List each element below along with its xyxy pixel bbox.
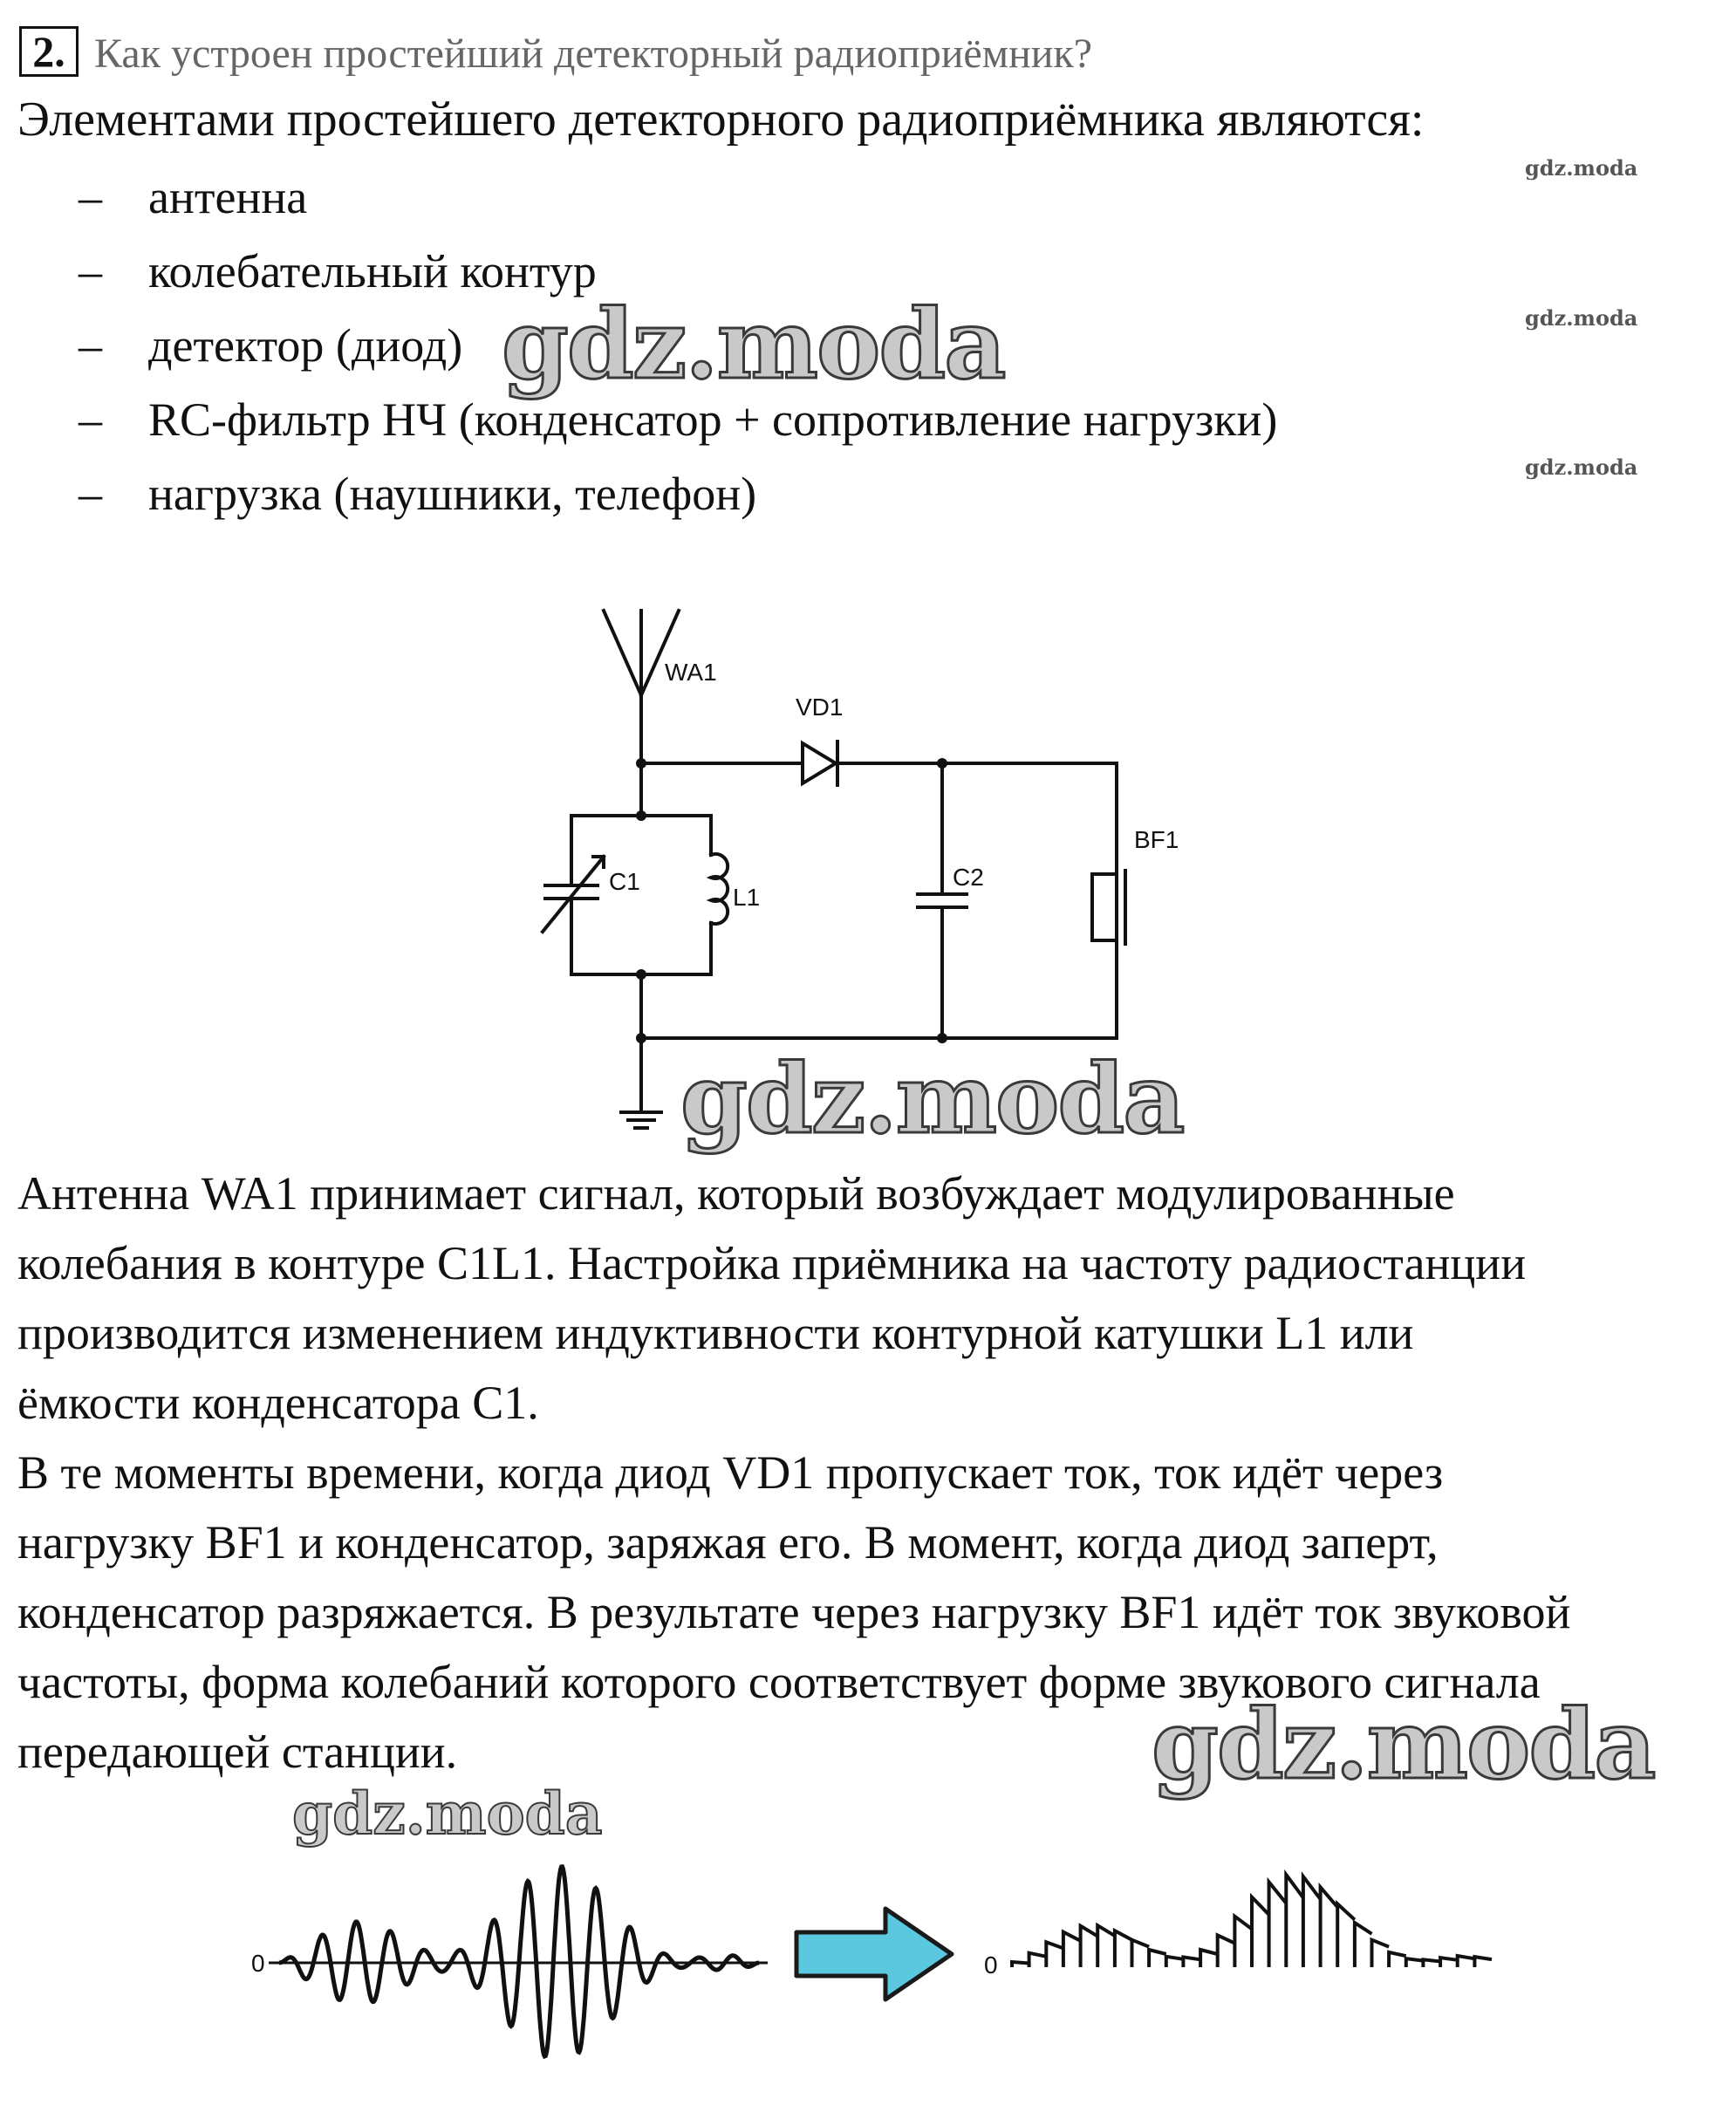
zero-label: 0	[251, 1950, 265, 1977]
headphone-symbol	[1092, 874, 1117, 940]
label-c1: C1	[609, 868, 640, 895]
paragraph-line: Антенна WA1 принимает сигнал, который возбуждает модулированные	[17, 1167, 1455, 1220]
question-text: Как устроен простейший детекторный радиоприёмник?	[94, 31, 1093, 77]
junction	[937, 758, 947, 769]
watermark-large: gdz.moda	[502, 288, 1005, 400]
watermark-medium: gdz.moda	[292, 1780, 603, 1848]
arrow-right-icon	[789, 1902, 960, 2006]
paragraph-line: В те моменты времени, когда диод VD1 пропускает ток, ток идёт через	[17, 1446, 1444, 1499]
list-marker: –	[79, 245, 102, 297]
antenna-symbol	[604, 611, 641, 695]
list-item-text: нагрузка (наушники, телефон)	[148, 468, 757, 520]
watermark-large: gdz.moda	[680, 1042, 1184, 1155]
question-number: 2.	[19, 26, 79, 77]
list-marker: –	[79, 393, 102, 446]
watermark-small: gdz.moda	[1525, 454, 1638, 480]
paragraph-line: передающей станции.	[17, 1726, 458, 1778]
junction	[636, 758, 646, 769]
junction	[636, 969, 646, 980]
watermark-large: gdz.moda	[1152, 1688, 1655, 1801]
list-item-text: антенна	[148, 171, 308, 223]
label-bf1: BF1	[1134, 826, 1179, 853]
zero-label: 0	[984, 1951, 998, 1979]
am-signal	[279, 1867, 759, 2056]
modulated-waveform	[244, 1841, 785, 2085]
watermark-small: gdz.moda	[1525, 155, 1638, 181]
label-wa1: WA1	[665, 659, 717, 686]
list-marker: –	[79, 319, 102, 372]
detected-waveform	[960, 1841, 1518, 2059]
paragraph-line: производится изменением индуктивности контурной катушки L1 или	[17, 1307, 1414, 1359]
list-marker: –	[79, 468, 102, 520]
paragraph-line: нагрузку BF1 и конденсатор, заряжая его. В момент, когда диод заперт,	[17, 1516, 1439, 1568]
paragraph-line: конденсатор разряжается. В результате через нагрузку BF1 идёт ток звуковой	[17, 1586, 1571, 1638]
label-vd1: VD1	[796, 694, 844, 721]
paragraph-line: ёмкости конденсатора C1.	[17, 1377, 539, 1429]
diode-symbol	[803, 743, 836, 783]
list-item-text: детектор (диод)	[148, 319, 463, 372]
watermark-small: gdz.moda	[1525, 305, 1638, 331]
label-l1: L1	[733, 884, 761, 911]
detected-signal	[1012, 1875, 1492, 1967]
intro-text: Элементами простейшего детекторного радиоприёмника являются:	[17, 92, 1425, 147]
paragraph-line: частоты, форма колебаний которого соответствует форме звукового сигнала	[17, 1656, 1541, 1708]
junction	[636, 810, 646, 821]
list-item-text: колебательный контур	[148, 245, 597, 297]
paragraph-line: колебания в контуре C1L1. Настройка приёмника на частоту радиостанции	[17, 1237, 1527, 1289]
junction	[636, 1033, 646, 1043]
list-item-text: RC-фильтр НЧ (конденсатор + сопротивление нагрузки)	[148, 393, 1278, 446]
list-marker: –	[79, 171, 102, 223]
inductor-symbol	[711, 854, 728, 924]
label-c2: C2	[953, 864, 984, 891]
